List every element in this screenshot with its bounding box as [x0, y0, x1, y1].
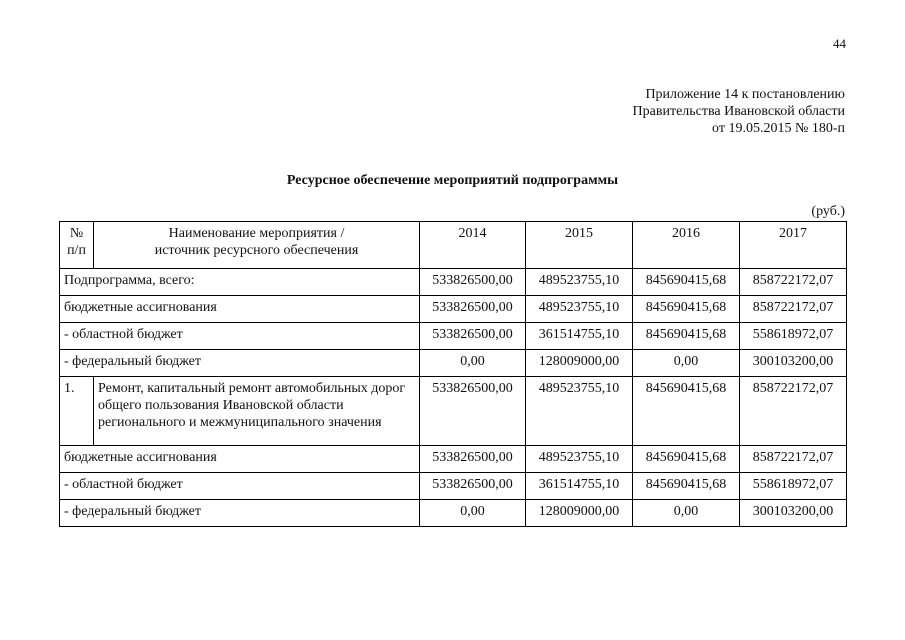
value-cell: 558618972,07: [740, 323, 847, 350]
measure-row: [60, 377, 847, 446]
row-label: - федеральный бюджет: [60, 350, 420, 377]
value-cell: 533826500,00: [420, 377, 526, 446]
value-cell: 0,00: [633, 350, 740, 377]
value-cell: 858722172,07: [740, 377, 847, 446]
table-header-row: [60, 222, 847, 269]
header-name-line-1: Наименование мероприятия /: [168, 226, 345, 241]
value-cell: 845690415,68: [633, 269, 740, 296]
document-title: Ресурсное обеспечение мероприятий подпрограммы: [286, 173, 619, 188]
row-label: - федеральный бюджет: [60, 500, 420, 527]
row-label: Подпрограмма, всего:: [60, 269, 420, 296]
row-label: бюджетные ассигнования: [60, 446, 420, 473]
table-row: [60, 350, 847, 377]
appendix-line-1: Приложение 14 к постановлению: [645, 87, 845, 102]
measure-name: Ремонт, капитальный ремонт автомобильных дорог общего пользования Ивановской области регионального и межмуниципального значения: [94, 377, 420, 446]
table-row: [60, 446, 847, 473]
value-cell: 845690415,68: [633, 473, 740, 500]
appendix-line-3: от 19.05.2015 № 180-п: [712, 121, 845, 136]
value-cell: 533826500,00: [420, 269, 526, 296]
row-label: - областной бюджет: [60, 323, 420, 350]
value-cell: 300103200,00: [740, 500, 847, 527]
row-label: бюджетные ассигнования: [60, 296, 420, 323]
table-row: [60, 323, 847, 350]
value-cell: 858722172,07: [740, 296, 847, 323]
header-name-line-2: источник ресурсного обеспечения: [154, 243, 359, 258]
table-row: [60, 500, 847, 527]
row-label: - областной бюджет: [60, 473, 420, 500]
value-cell: 845690415,68: [633, 377, 740, 446]
value-cell: 361514755,10: [526, 473, 633, 500]
header-year-2014: 2014: [420, 222, 526, 269]
appendix-line-2: Правительства Ивановской области: [632, 104, 845, 119]
value-cell: 128009000,00: [526, 500, 633, 527]
units-label: (руб.): [811, 204, 845, 219]
table-row: [60, 473, 847, 500]
value-cell: 300103200,00: [740, 350, 847, 377]
value-cell: 533826500,00: [420, 473, 526, 500]
value-cell: 533826500,00: [420, 296, 526, 323]
value-cell: 558618972,07: [740, 473, 847, 500]
header-number-cell: [60, 222, 94, 269]
appendix-reference: [633, 86, 845, 137]
header-year-2017: 2017: [740, 222, 847, 269]
value-cell: 128009000,00: [526, 350, 633, 377]
header-year-2016: 2016: [633, 222, 740, 269]
value-cell: 858722172,07: [740, 446, 847, 473]
value-cell: 489523755,10: [526, 269, 633, 296]
table-row: [60, 296, 847, 323]
page-number: 44: [833, 36, 846, 51]
measure-index: 1.: [60, 377, 94, 446]
header-year-2015: 2015: [526, 222, 633, 269]
value-cell: 0,00: [420, 500, 526, 527]
value-cell: 858722172,07: [740, 269, 847, 296]
value-cell: 533826500,00: [420, 446, 526, 473]
value-cell: 361514755,10: [526, 323, 633, 350]
value-cell: 845690415,68: [633, 446, 740, 473]
value-cell: 489523755,10: [526, 296, 633, 323]
header-number-line-1: №: [69, 226, 84, 241]
value-cell: 0,00: [633, 500, 740, 527]
header-number-line-2: п/п: [67, 243, 86, 258]
value-cell: 845690415,68: [633, 323, 740, 350]
value-cell: 489523755,10: [526, 377, 633, 446]
value-cell: 0,00: [420, 350, 526, 377]
value-cell: 845690415,68: [633, 296, 740, 323]
value-cell: 489523755,10: [526, 446, 633, 473]
table-row: [60, 269, 847, 296]
resource-table: [59, 221, 847, 527]
header-name-cell: [94, 222, 420, 269]
value-cell: 533826500,00: [420, 323, 526, 350]
